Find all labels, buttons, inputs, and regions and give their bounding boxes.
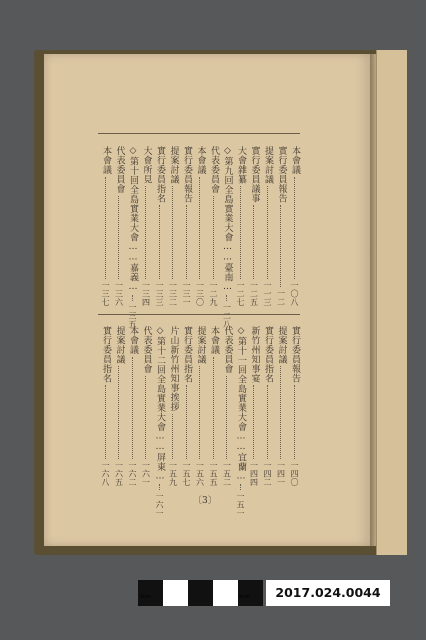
toc-entry [193, 146, 207, 306]
toc-leader-dots [280, 366, 282, 459]
toc-leader-dots [186, 385, 188, 459]
toc-leader-dots [105, 385, 107, 459]
toc-entry-title: 代表委員會 [141, 326, 152, 374]
toc-entry-page: 一五九 [168, 460, 178, 486]
toc-leader-dots [226, 376, 228, 459]
toc-entry-title: ◇第十二回全島實業大會……屏東… [155, 326, 165, 482]
catalog-id: 2017.024.0044 [266, 580, 390, 606]
toc-entry-page: 一六五 [114, 460, 124, 486]
toc-entry-page: 一三二 [168, 280, 178, 306]
toc-entry-title: 本會議 [209, 326, 219, 355]
toc-entry [99, 326, 113, 486]
toc-entry-title: ◇第九回全島實業大會……臺南… [222, 146, 233, 293]
toc-entry-page: 一一三 [263, 280, 272, 306]
toc-entry-title: 提案討議 [276, 326, 287, 364]
toc-leader-dots [172, 414, 174, 459]
toc-entry-title: 提案討議 [263, 146, 273, 184]
top-rule [98, 133, 300, 134]
toc-entry [139, 146, 153, 306]
toc-leader-dots [159, 484, 161, 490]
page-number: 〔3〕 [193, 496, 217, 506]
toc-entry [247, 146, 261, 306]
toc-entry [261, 146, 275, 306]
toc-entry-title: 本會議 [290, 146, 300, 175]
toc-leader-dots [145, 186, 147, 279]
toc-entry [261, 326, 275, 486]
toc-leader-dots [240, 186, 242, 279]
toc-entry [166, 326, 180, 486]
toc-entry-title: 代表委員會 [222, 326, 233, 374]
toc-entry [207, 146, 221, 306]
toc-entry-title: 大會雜纂 [236, 146, 246, 184]
toc-bottom-block [96, 326, 301, 518]
catalog-card [138, 580, 386, 606]
scale-label-1cm: 1cm [140, 594, 151, 600]
toc-leader-dots [280, 205, 282, 287]
toc-entry-page: 一三一 [182, 280, 191, 306]
toc-entry [234, 326, 248, 518]
toc-entry-page: 一五二 [222, 460, 232, 486]
toc-entry [234, 146, 248, 306]
toc-entry-page: 一〇八 [290, 280, 299, 306]
toc-leader-dots [240, 484, 242, 490]
toc-entry [126, 146, 140, 328]
toc-entry [274, 326, 288, 486]
toc-entry-page: 一四四 [249, 460, 259, 486]
toc-entry [99, 146, 113, 306]
facing-page [376, 50, 407, 555]
toc-entry-title: 提案討議 [114, 326, 125, 364]
toc-entry-title: 實行委員報告 [276, 146, 287, 203]
toc-leader-dots [132, 295, 134, 301]
toc-leader-dots [172, 186, 174, 279]
toc-leader-dots [267, 385, 269, 459]
toc-entry-page: 一二九 [209, 280, 218, 306]
toc-leader-dots [213, 196, 215, 279]
toc-entry-page: 一五五 [209, 460, 218, 486]
toc-entry-title: 實行委員報告 [290, 326, 300, 383]
toc-entry-page: 一六二 [128, 460, 137, 486]
toc-entry-page: 一二八 [222, 302, 232, 328]
toc-leader-dots [253, 385, 255, 459]
toc-entry [193, 326, 207, 486]
toc-leader-dots [118, 196, 120, 279]
toc-entry [112, 146, 126, 306]
toc-entry-title: 提案討議 [168, 146, 179, 184]
toc-entry-page: 一四二 [263, 460, 272, 486]
toc-entry-title: 代表委員會 [114, 146, 125, 194]
toc-entry [220, 326, 234, 486]
toc-entry [288, 326, 302, 486]
toc-entry [220, 146, 234, 328]
toc-leader-dots [159, 205, 161, 279]
toc-leader-dots [294, 385, 296, 459]
toc-entry-page: 一三三 [155, 280, 164, 306]
toc-entry [247, 326, 261, 486]
toc-entry-title: 大會所見 [141, 146, 152, 184]
toc-entry [126, 326, 140, 486]
toc-entry-title: 新竹州知事宴 [249, 326, 260, 383]
toc-entry-page: 一六八 [101, 460, 110, 486]
toc-entry-title: 實行委員報告 [182, 146, 192, 203]
toc-entry-page: 一二七 [236, 280, 245, 306]
toc-entry [139, 326, 153, 486]
toc-entry-page: 一二五 [249, 280, 259, 306]
toc-entry-page: 一四〇 [290, 460, 299, 486]
toc-entry-page: 一六一 [141, 460, 151, 486]
toc-entry-title: 實行委員指名 [101, 326, 111, 383]
toc-leader-dots [145, 376, 147, 459]
toc-entry [112, 326, 126, 486]
toc-leader-dots [253, 205, 255, 279]
toc-entry-page: 一三〇 [195, 280, 205, 306]
toc-entry [207, 326, 221, 486]
toc-entry [153, 326, 167, 518]
toc-entry-title: ◇第十回全島實業大會……嘉義… [128, 146, 138, 293]
toc-leader-dots [199, 177, 201, 279]
toc-entry-page: 一六一 [155, 492, 164, 518]
toc-entry-page: 一五七 [182, 460, 191, 486]
toc-entry-page: 一三七 [101, 280, 110, 306]
toc-entry-title: 片山新竹州知事挨拶 [168, 326, 179, 412]
toc-leader-dots [213, 357, 215, 459]
toc-entry [274, 146, 288, 306]
toc-leader-dots [226, 295, 228, 301]
scale-bar [138, 580, 263, 606]
toc-entry [180, 326, 194, 486]
toc-entry [153, 146, 167, 306]
toc-entry [166, 146, 180, 306]
scale-label-5cm: 5cm [239, 594, 250, 600]
toc-entry-page: 一四一 [276, 460, 286, 486]
toc-entry-title: 代表委員會 [209, 146, 219, 194]
toc-entry-title: 實行委員指名 [182, 326, 192, 383]
toc-leader-dots [294, 177, 296, 279]
toc-leader-dots [199, 366, 201, 459]
toc-entry-page: 一五六 [195, 460, 205, 486]
toc-entry-page: 一三五 [128, 302, 137, 328]
toc-entry-title: 本會議 [101, 146, 111, 175]
toc-entry-page: 一二 [276, 289, 286, 306]
toc-entry-title: 實行委員指名 [263, 326, 273, 383]
toc-entry-title: 實行委員議事 [249, 146, 260, 203]
toc-entry-title: 提案討議 [195, 326, 206, 364]
toc-leader-dots [132, 357, 134, 459]
toc-entry-page: 一三四 [141, 280, 151, 306]
toc-entry-title: 本會議 [195, 146, 206, 175]
toc-top-block [96, 146, 301, 328]
toc-leader-dots [186, 205, 188, 279]
toc-entry-page: 一三六 [114, 280, 124, 306]
toc-entry-title: 實行委員指名 [155, 146, 165, 203]
toc-leader-dots [267, 186, 269, 279]
toc-entry [180, 146, 194, 306]
toc-entry [288, 146, 302, 306]
toc-leader-dots [105, 177, 107, 279]
toc-leader-dots [118, 366, 120, 459]
toc-entry-title: 本會議 [128, 326, 138, 355]
toc-entry-title: ◇第十一回全島實業大會……宜蘭… [236, 326, 246, 482]
toc-entry-page: 一五一 [236, 492, 245, 518]
